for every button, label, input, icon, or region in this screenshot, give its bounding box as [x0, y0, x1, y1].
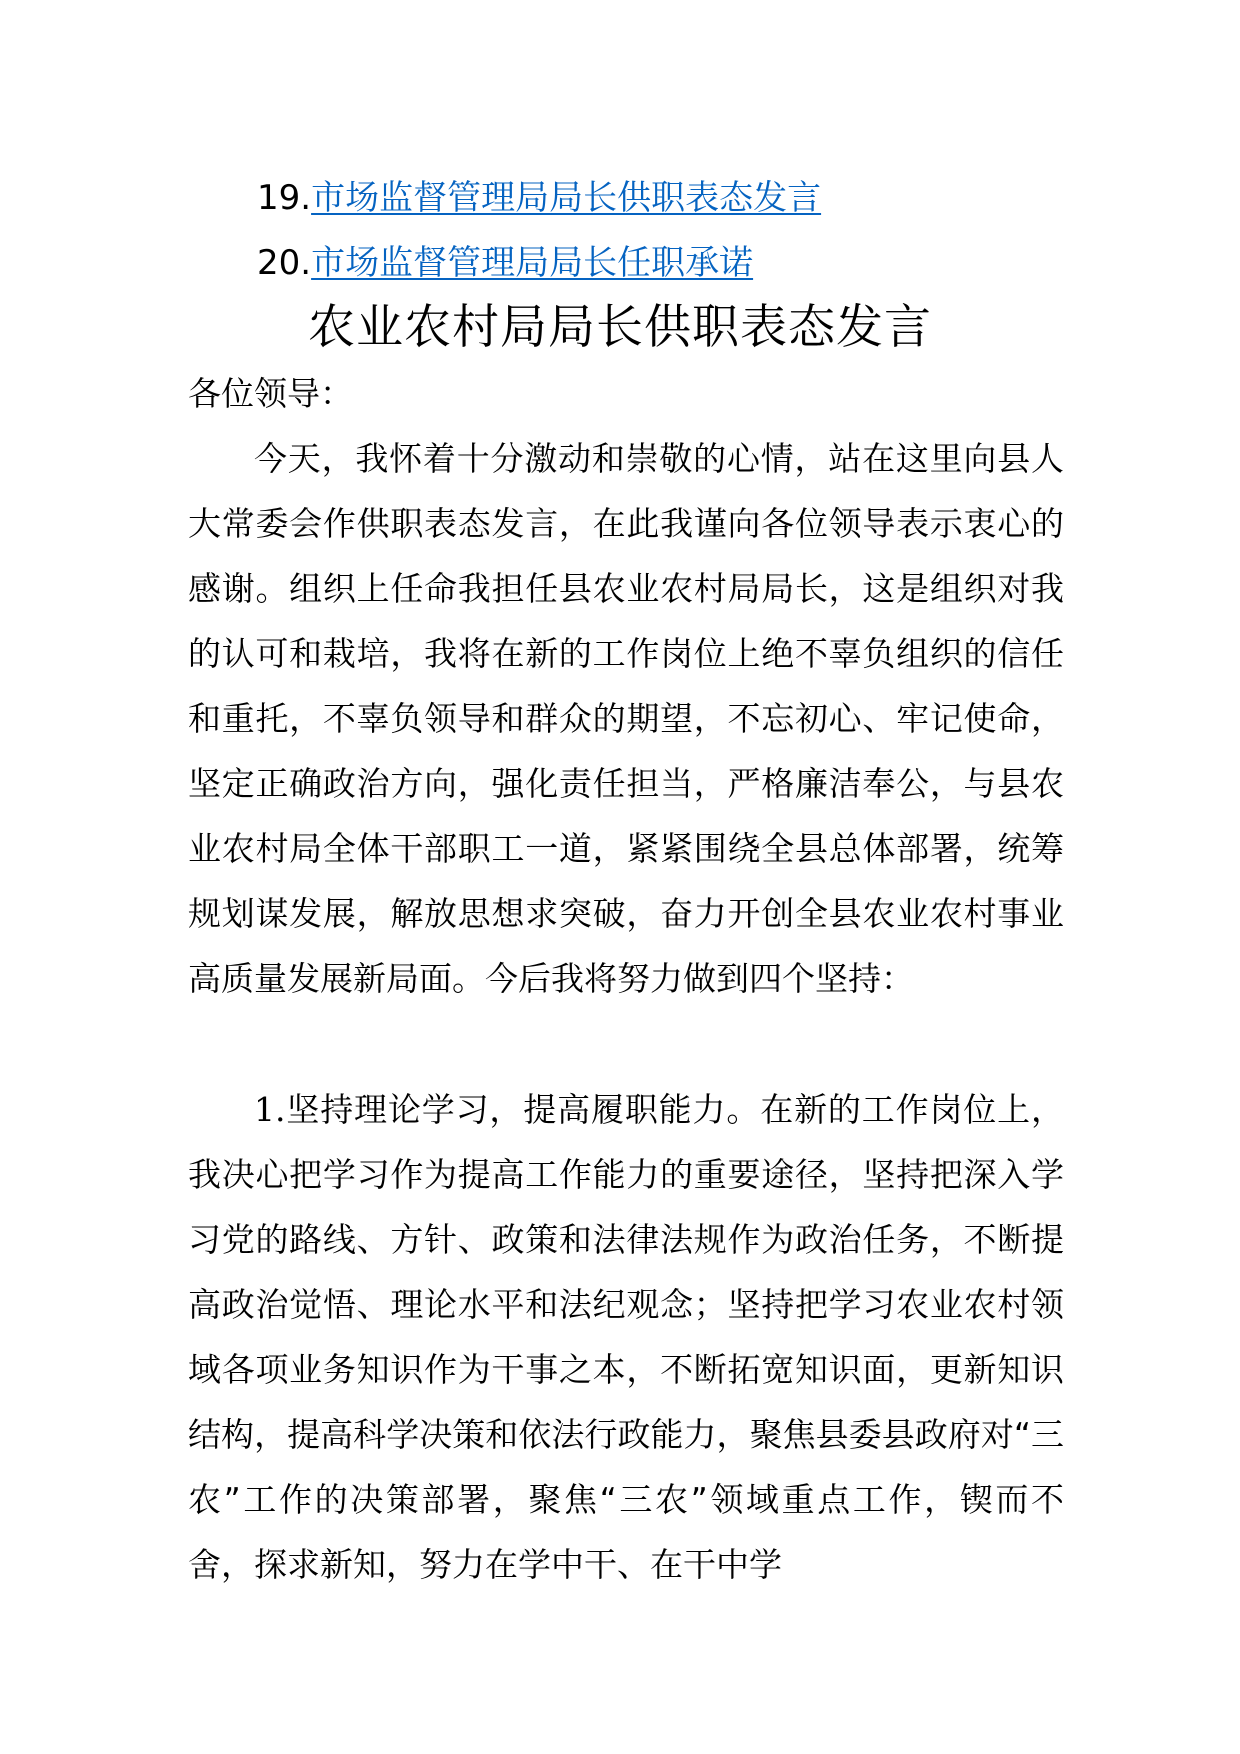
- toc-item-20: [257, 243, 753, 283]
- point-text: 坚持理论学习，提高履职能力。在新的工作岗位上，我决心把学习作为提高工作能力的重要途径，坚持把深入学习党的路线、方针、政策和法律法规作为政治任务，不断提高政治觉悟、理论水平和法纪观念；坚持把学习农业农村领域各项业务知识作为干事之本，不断拓宽知识面，更新知识结构，提高科学决策和依法行政能力，聚焦县委县政府对“三农”工作的决策部署，聚焦“三农”领域重点工作，锲而不舍，探求新知，努力在学中干、在干中学: [188, 1090, 1064, 1584]
- toc-item-number: 19.: [257, 178, 312, 218]
- toc-link-20[interactable]: 市场监督管理局局长任职承诺: [311, 243, 754, 283]
- body-paragraph-intro: 今天，我怀着十分激动和崇敬的心情，站在这里向县人大常委会作供职表态发言，在此我谨向各位领导表示衷心的感谢。组织上任命我担任县农业农村局局长，这是组织对我的认可和栽培，我将在新的工作岗位上绝不辜负组织的信任和重托，不辜负领导和群众的期望，不忘初心、牢记使命，坚定正确政治方向，强化责任担当，严格廉洁奉公，与县农业农村局全体干部职工一道，紧紧围绕全县总体部署，统筹规划谋发展，解放思想求突破，奋力开创全县农业农村事业高质量发展新局面。今后我将努力做到四个坚持：: [188, 439, 1064, 998]
- toc-item-number: 20.: [257, 243, 312, 283]
- document-title: 农业农村局局长供职表态发言: [308, 300, 932, 355]
- toc-link-19[interactable]: 市场监督管理局局长供职表态发言: [311, 178, 822, 218]
- body-paragraph-point-1: [188, 1077, 1064, 1597]
- toc-item-19: [257, 178, 821, 218]
- salutation: 各位领导：: [188, 374, 353, 413]
- point-number: 1.: [254, 1090, 286, 1129]
